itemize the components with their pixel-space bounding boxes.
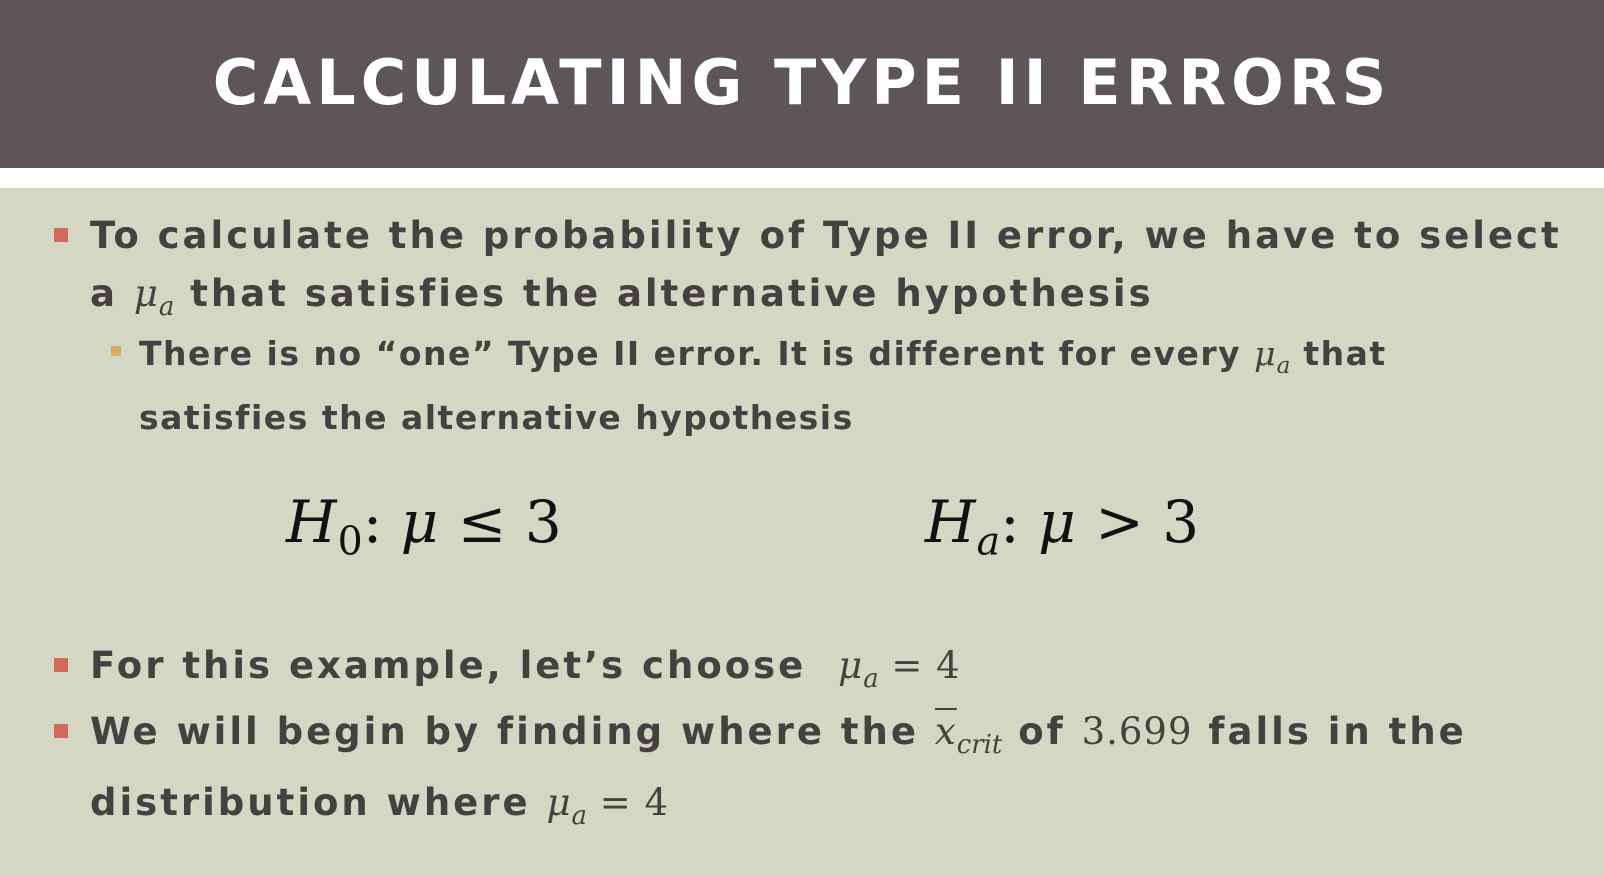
sub-bullet [139, 328, 1559, 444]
mu-subscript: a [863, 664, 879, 695]
bullet-marker-2 [54, 658, 68, 672]
bullet-2-text: For this example, let’s choose [90, 644, 823, 687]
mu-symbol: μ [546, 781, 572, 825]
colon: : [362, 488, 401, 556]
mu-symbol: μ [1038, 488, 1077, 556]
mu-symbol: μ [400, 488, 440, 556]
h-symbol: H [925, 488, 977, 556]
bullet-3-prefix: We will begin by finding where the [90, 710, 935, 753]
critical-value: 3.699 [1081, 710, 1193, 753]
sub-bullet-marker [111, 346, 121, 356]
bullet-1-line2 [90, 265, 1570, 336]
bullet-1-suffix: that satisfies the alternative hypothesis [174, 272, 1154, 315]
bullet-3-suffix: falls in the [1192, 710, 1467, 753]
sub-bullet-line1 [139, 328, 1559, 392]
sub-bullet-prefix: There is no “one” Type II error. It is different for every [139, 334, 1255, 373]
bullet-marker-3 [54, 724, 68, 738]
alternative-hypothesis [925, 488, 1199, 565]
mu-subscript: a [1276, 353, 1291, 380]
h-subscript: 0 [337, 518, 363, 565]
bullet-3 [90, 703, 1570, 845]
mu-subscript: a [158, 292, 175, 323]
relation: > 3 [1076, 488, 1200, 556]
null-hypothesis [286, 488, 562, 565]
bullet-3-line2-prefix: distribution where [90, 781, 547, 825]
h-subscript: a [976, 518, 1001, 565]
x-bar-symbol: $\overline{x}$ [934, 710, 957, 753]
bullet-1-prefix: a [90, 272, 134, 315]
mu-symbol: μ [1254, 334, 1277, 373]
title-bar [0, 0, 1604, 168]
slide-title: CALCULATING TYPE II ERRORS [212, 45, 1392, 119]
equals-value: = 4 [878, 644, 961, 687]
divider-band [0, 168, 1604, 188]
bullet-3-line2 [90, 774, 1570, 845]
h-symbol: H [286, 488, 338, 556]
colon: : [1000, 488, 1039, 556]
bullet-3-mid: of [1002, 710, 1082, 753]
bullet-2 [90, 637, 1570, 708]
equals-value: = 4 [586, 781, 670, 825]
bullet-3-line1 [90, 703, 1570, 774]
sub-bullet-suffix: that [1290, 334, 1387, 373]
mu-subscript: a [571, 801, 587, 832]
crit-subscript: crit [956, 730, 1003, 761]
bullet-1 [90, 207, 1570, 336]
mu-symbol: μ [838, 644, 864, 687]
bullet-1-line1: To calculate the probability of Type II error, we have to select [90, 214, 1562, 257]
bullet-marker-1 [54, 228, 68, 242]
sub-bullet-line2: satisfies the alternative hypothesis [139, 398, 854, 438]
relation: ≤ 3 [439, 488, 562, 556]
mu-symbol: μ [133, 272, 159, 315]
